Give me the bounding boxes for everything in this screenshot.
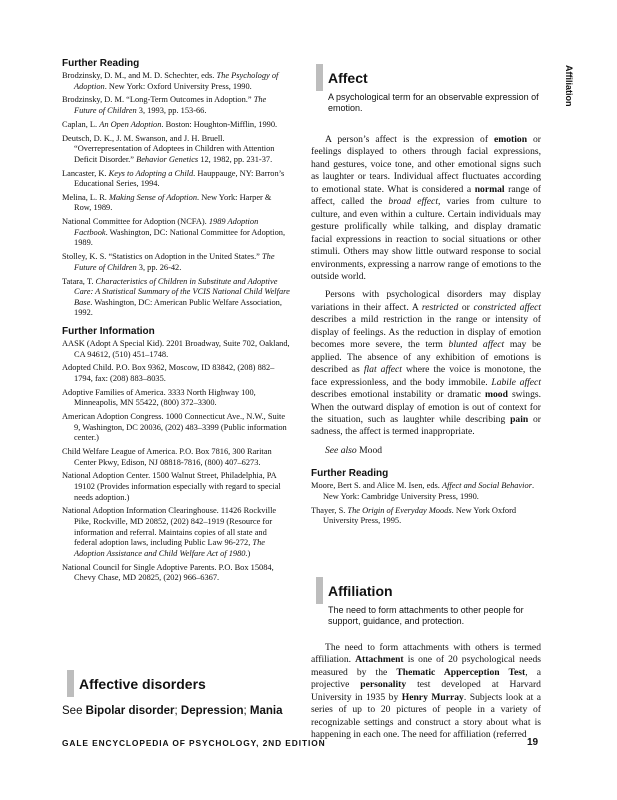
- further-information-heading: Further Information: [62, 325, 155, 337]
- see-also-line: [325, 445, 541, 457]
- cross-ref-emotion[interactable]: emotion: [493, 134, 528, 145]
- reference-entry: National Adoption Center. 1500 Walnut Street, Philadelphia, PA 19102 (Provides information especially with regard to special needs adoption.): [62, 471, 281, 502]
- reference-entry: Lancaster, K. Keys to Adopting a Child. Hauppauge, NY: Barron’s Educational Series, 1994.: [62, 168, 285, 189]
- reference-entry: National Committee for Adoption (NCFA). 1989 Adoption Factbook. Washington, DC: National Committee for Adoption, 1989.: [62, 217, 286, 248]
- entry-definition: A psychological term for an observable expression of emotion.: [328, 92, 539, 113]
- cross-ref-attachment[interactable]: Attachment: [355, 654, 404, 666]
- entry-title: Affective disorders: [79, 676, 206, 692]
- right-column: [311, 58, 541, 747]
- affiliation-paragraph-1: The need to form attachments with others is termed affiliation. Attachment is one of 20 psychological needs measured by the Thematic Apperception Test, a projective personality test developed at Harvard University in 1935 by Henry Murray. Subjects look at a series of up to 20 pictures of people in a variety of recognizable settings and construct a story about what is happening in each one. The need for affiliation (referred: [311, 641, 541, 741]
- cross-ref-normal[interactable]: normal: [474, 183, 505, 195]
- further-reading-list: [62, 71, 290, 319]
- reference-entry: Child Welfare League of America. P.O. Box 7816, 300 Raritan Center Pkwy, Edison, NJ 08818-7816, (800) 407–6273.: [62, 447, 272, 467]
- entry-marker-bar: [67, 670, 74, 697]
- see-label: See: [62, 705, 83, 717]
- reference-entry: Brodzinsky, D. M. “Long-Term Outcomes in Adoption.” The Future of Children 3, 1993, pp. 153-66.: [62, 95, 267, 115]
- cross-ref-link[interactable]: Depression: [180, 705, 244, 717]
- further-information-list: [62, 339, 290, 584]
- reference-entry: Moore, Bert S. and Alice M. Isen, eds. Affect and Social Behavior. New York: Cambridge University Press, 1990.: [311, 481, 535, 501]
- footer-page-number: 19: [527, 737, 539, 748]
- see-reference-line: [62, 705, 307, 717]
- reference-entry: Adoptive Families of America. 3333 North Highway 100, Minneapolis, MN 55422, (800) 372–3300.: [62, 387, 256, 408]
- reference-entry: AASK (Adopt A Special Kid). 2201 Broadway, Suite 702, Oakland, CA 94612, (510) 451–1748.: [62, 338, 290, 359]
- reference-entry: Brodzinsky, D. M., and M. D. Schechter, eds. The Psychology of Adoption. New York: Oxford University Press, 1990.: [62, 71, 279, 91]
- reference-entry: Tatara, T. Characteristics of Children in Substitute and Adoptive Care: A Statistical Summary of the VCIS National Child Welfare Base. Washington, DC: American Public Welfare Association, 1992.: [62, 276, 290, 318]
- affective-disorders-entry: [62, 670, 307, 717]
- reference-entry: Deutsch, D. K., J. M. Swanson, and J. H. Bruell. “Overrepresentation of Adoptees in Children with Attention Deficit Disorder.” Behavior Genetics 12, 1982, pp. 231-37.: [62, 133, 275, 164]
- affect-entry-header: [311, 64, 541, 114]
- entry-title: Affiliation: [328, 582, 393, 599]
- footer-publication-title: GALE ENCYCLOPEDIA OF PSYCHOLOGY, 2ND EDITION: [62, 738, 326, 748]
- cross-ref-link[interactable]: Bipolar disorder: [85, 705, 175, 717]
- cross-ref-murray[interactable]: Henry Murray: [401, 691, 464, 703]
- section-tab-label: Affiliation: [564, 65, 574, 107]
- see-also-link[interactable]: Mood: [356, 444, 383, 456]
- reference-entry: Melina, L. R. Making Sense of Adoption. New York: Harper & Row, 1989.: [62, 192, 272, 213]
- affect-further-reading-list: [311, 481, 541, 527]
- left-column: [62, 58, 290, 587]
- separator: ;: [174, 705, 181, 717]
- entry-definition: The need to form attachments to other people for support, guidance, and protection.: [328, 604, 524, 626]
- entry-marker-bar: [316, 577, 323, 604]
- see-also-label: See also: [325, 444, 357, 456]
- reference-entry: American Adoption Congress. 1000 Connecticut Ave., N.W., Suite 9, Washington, DC 20036, (202) 483–3399 (Public information center.): [62, 412, 287, 443]
- entry-marker-bar: [316, 64, 323, 91]
- cross-ref-link[interactable]: Mania: [249, 705, 283, 717]
- cross-ref-pain[interactable]: pain: [510, 413, 529, 425]
- reference-entry: Adopted Child. P.O. Box 9362, Moscow, ID 83842, (208) 882–1794, fax: (208) 883–8035.: [62, 363, 275, 383]
- entry-title: Affect: [328, 70, 368, 86]
- cross-ref-personality[interactable]: personality: [360, 679, 407, 691]
- affect-further-reading-heading: Further Reading: [311, 468, 389, 480]
- reference-entry: Thayer, S. The Origin of Everyday Moods. New York Oxford University Press, 1995.: [311, 505, 517, 526]
- affiliation-entry-header: [311, 577, 541, 627]
- reference-entry: Stolley, K. S. “Statistics on Adoption in the United States.” The Future of Children 3, pp. 26-42.: [62, 252, 275, 272]
- reference-entry: National Adoption Information Clearinghouse. 11426 Rockville Pike, Rockville, MD 20852, (202) 842–1919 (Resource for information and referral. Maintains copies of all state and federal adoption laws, including Public Law 96-272, The Adoption Assistance and Child Welfare Act of 1980.): [62, 506, 277, 558]
- cross-ref-mood[interactable]: mood: [485, 389, 508, 401]
- cross-ref-tat[interactable]: Thematic Apperception Test: [396, 666, 526, 678]
- reference-entry: National Council for Single Adoptive Parents. P.O. Box 15084, Chevy Chase, MD 20825, (202) 966–6367.: [62, 562, 274, 583]
- affect-paragraph-2: Persons with psychological disorders may display variations in their affect. A restricted or constricted affect describes a mild restriction in the range or intensity of display of feelings. As the reduction in display of emotion becomes more severe, the term blunted affect may be applied. The absence of any exhibition of emotions is described as flat affect where the voice is monotone, the face expressionless, and the body immobile. Labile affect describes emotional instability or dramatic mood swings. When the outward display of emotion is out of context for the situation, such as laughter while describing pain or sadness, the affect is termed inappropriate.: [311, 289, 542, 438]
- separator: ;: [243, 705, 250, 717]
- further-reading-heading: Further Reading: [62, 58, 140, 69]
- reference-entry: Caplan, L. An Open Adoption. Boston: Houghton-Mifflin, 1990.: [62, 119, 278, 129]
- affect-paragraph-1: A person’s affect is the expression of emotion or feelings displayed to others through facial expressions, hand gestures, voice tone, and other emotional signs such as laughter or tears. Individual affect fluctuates according to emotional state. What is considered a normal range of affect, called the broad effect, varies from culture to culture, and even within a culture. Certain individuals may gesture prolifically while talking, and display dramatic facial expressions in reaction to social situations or other stimuli. Others may show little outward response to social environments, expressing a narrow range of emotions to the outside world.: [311, 134, 542, 282]
